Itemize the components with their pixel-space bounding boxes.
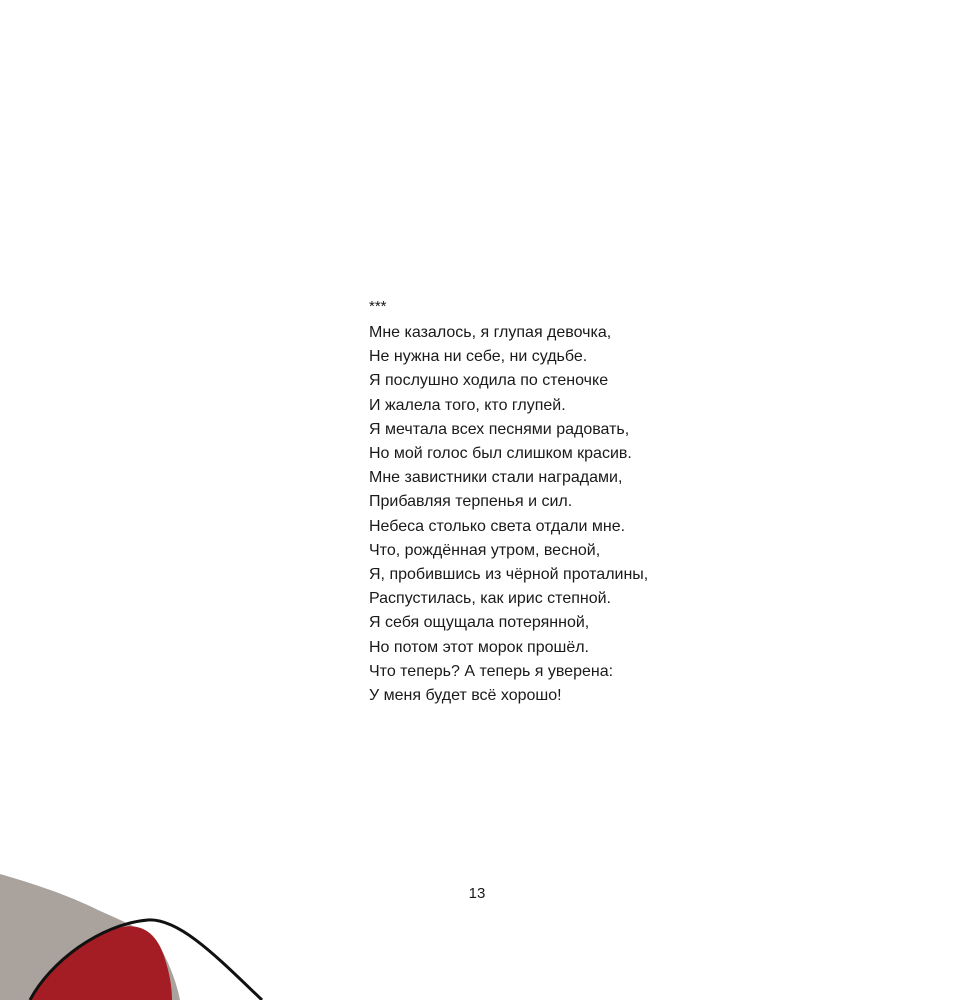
poem-line-1: Мне казалось, я глупая девочка,: [369, 324, 612, 341]
poem-separator: ***: [369, 298, 387, 315]
poem-line-14: Но потом этот морок прошёл.: [369, 638, 589, 656]
poem-line-13: Я себя ощущала потерянной,: [369, 614, 590, 632]
poem-line-16: У меня будет всё хорошо!: [369, 687, 562, 705]
poem-line-15: Что теперь? А теперь я уверена:: [369, 662, 614, 680]
decorative-illustration: [0, 860, 300, 1000]
page-number: 13: [468, 885, 486, 902]
poem-line-7: Мне завистники стали наградами,: [369, 469, 623, 487]
poem-line-11: Я, пробившись из чёрной проталины,: [369, 566, 649, 584]
poem-line-9: Небеса столько света отдали мне.: [369, 517, 626, 535]
poem-line-6: Но мой голос был слишком красив.: [369, 445, 632, 463]
poem-line-12: Распустилась, как ирис степной.: [369, 590, 611, 608]
poem-line-5: Я мечтала всех песнями радовать,: [369, 420, 630, 438]
poem-line-8: Прибавляя терпенья и сил.: [369, 493, 573, 511]
poem-line-2: Не нужна ни себе, ни судьбе.: [369, 348, 588, 366]
poem-line-4: И жалела того, кто глупей.: [369, 396, 566, 414]
poem-line-10: Что, рождённая утром, весной,: [369, 541, 601, 559]
poem: [369, 297, 789, 708]
poem-line-3: Я послушно ходила по стеночке: [369, 372, 609, 390]
